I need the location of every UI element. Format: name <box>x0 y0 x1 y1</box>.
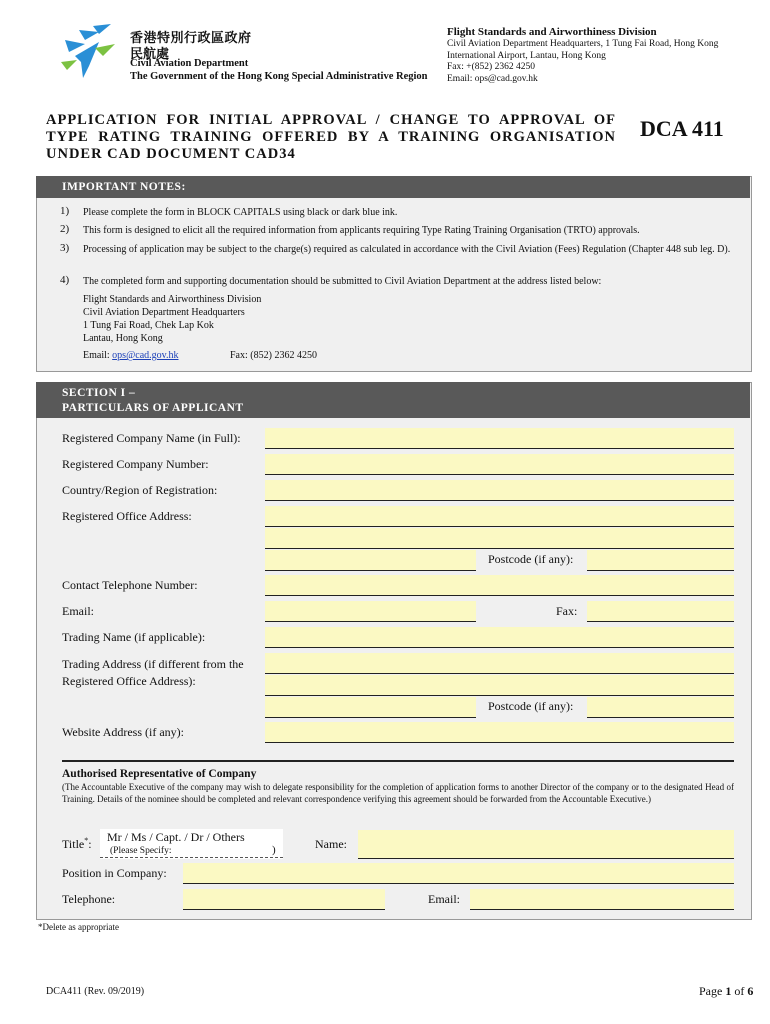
title-select[interactable] <box>100 829 283 859</box>
address-line: Lantau, Hong Kong <box>83 333 163 344</box>
title-options: Mr / Ms / Capt. / Dr / Others <box>107 830 245 844</box>
rep-telephone-field[interactable] <box>183 889 385 910</box>
address-line: Civil Aviation Department Headquarters <box>83 307 245 318</box>
page-current: 1 <box>725 984 732 998</box>
section1-heading: SECTION I – <box>62 387 136 399</box>
note-text: Processing of application may be subject to the charge(s) required as calculated in accordance with the Civil Aviation (Fees) Regulation (Chapter 448 sub leg. D). <box>83 244 731 255</box>
note-number: 3) <box>60 242 70 254</box>
division-name: Flight Standards and Airworthiness Division <box>447 26 657 38</box>
name-field[interactable] <box>358 830 734 859</box>
office-address-label: Registered Office Address: <box>62 509 192 523</box>
dept-block <box>130 58 430 83</box>
important-notes-heading: IMPORTANT NOTES: <box>62 181 186 193</box>
website-field[interactable] <box>265 722 734 743</box>
email-link[interactable]: ops@cad.gov.hk <box>112 350 179 361</box>
email-field[interactable] <box>265 601 476 622</box>
division-fax: Fax: +(852) 2362 4250 <box>447 62 535 72</box>
rep-email-label: Email: <box>428 892 460 906</box>
telephone-field[interactable] <box>265 575 734 596</box>
dept-name-en: Civil Aviation Department <box>130 58 249 69</box>
company-name-field[interactable] <box>265 428 734 449</box>
division-address-block <box>447 39 727 85</box>
close-paren: ) <box>272 844 276 856</box>
trading-name-label: Trading Name (if applicable): <box>62 630 206 644</box>
section1-subheading: PARTICULARS OF APPLICANT <box>62 402 244 414</box>
form-code: DCA 411 <box>640 116 724 141</box>
note-number: 4) <box>60 274 70 286</box>
address-line: Flight Standards and Airworthiness Division <box>83 294 262 305</box>
trading-name-field[interactable] <box>265 627 734 648</box>
specify-line <box>100 857 283 858</box>
country-field[interactable] <box>265 480 734 501</box>
email-label: Email: <box>62 604 94 618</box>
submission-address <box>83 293 261 345</box>
trading-address-line3[interactable] <box>265 697 476 718</box>
office-address-line3[interactable] <box>265 550 476 571</box>
division-email: Email: ops@cad.gov.hk <box>447 73 538 84</box>
note-number: 2) <box>60 223 70 235</box>
cad-logo <box>55 22 125 82</box>
office-address-line1[interactable] <box>265 506 734 527</box>
please-specify-label: (Please Specify: <box>110 846 172 856</box>
email-label: Email: <box>83 350 110 361</box>
section1-header <box>36 382 750 418</box>
trading-address-label: Trading Address (if different from the <box>62 657 244 671</box>
gov-name-en: The Government of the Hong Kong Special Administrative Region <box>130 70 428 82</box>
dept-name-cn: 民航處 <box>130 47 170 62</box>
title-asterisk: * <box>84 836 89 845</box>
page-of: of <box>731 984 748 998</box>
rep-telephone-label: Telephone: <box>62 892 116 906</box>
company-number-field[interactable] <box>265 454 734 475</box>
trading-address-line2[interactable] <box>265 675 734 696</box>
company-number-label: Registered Company Number: <box>62 457 209 471</box>
telephone-label: Contact Telephone Number: <box>62 578 198 592</box>
footnote: *Delete as appropriate <box>38 922 119 932</box>
section-divider <box>62 760 734 762</box>
website-label: Website Address (if any): <box>62 725 185 739</box>
country-label: Country/Region of Registration: <box>62 483 218 497</box>
page-prefix: Page <box>699 984 726 998</box>
submission-contact <box>83 349 179 362</box>
note-text: The completed form and supporting documentation should be submitted to Civil Aviation Department at the address listed below: <box>83 276 602 287</box>
submission-fax: Fax: (852) 2362 4250 <box>230 350 317 361</box>
authorised-heading: Authorised Representative of Company <box>62 768 257 780</box>
page-total: 6 <box>747 984 754 998</box>
rep-email-field[interactable] <box>470 889 734 910</box>
position-field[interactable] <box>183 863 734 884</box>
division-address: Civil Aviation Department Headquarters, 1 Tung Fai Road, Hong Kong International Airport, Lantau, Hong Kong <box>447 39 719 61</box>
trading-address-line1[interactable] <box>265 653 734 674</box>
form-title: APPLICATION FOR INITIAL APPROVAL / CHANGE TO APPROVAL OF TYPE RATING TRAINING OFFERED BY A TRAINING ORGANISATION UNDER CAD DOCUMENT CAD34 <box>46 112 616 162</box>
note-text: Please complete the form in BLOCK CAPITALS using black or dark blue ink. <box>83 207 398 218</box>
address-line: 1 Tung Fai Road, Chek Lap Kok <box>83 320 214 331</box>
title-label-text: Title <box>62 837 85 851</box>
name-label: Name: <box>315 837 347 851</box>
company-name-label: Registered Company Name (in Full): <box>62 431 241 445</box>
page-number <box>699 984 753 999</box>
gov-name-cn: 香港特別行政區政府 <box>130 31 252 46</box>
important-notes-header <box>36 176 750 198</box>
postcode-field[interactable] <box>587 550 734 571</box>
authorised-note: (The Accountable Executive of the company may wish to delegate responsibility for the completion of application forms to another Director of the company or to the designated Head of Training. Details of the nominee should be completed and relevant correspondence verifying this agreement should be forwarded from the Accountable Executive.) <box>62 782 734 804</box>
title-colon: : <box>88 837 92 851</box>
office-address-line2[interactable] <box>265 528 734 549</box>
revision-label: DCA411 (Rev. 09/2019) <box>46 986 145 997</box>
position-label: Position in Company: <box>62 866 167 880</box>
note-text: This form is designed to elicit all the required information from applicants requiring Type Rating Training Organisation (TRTO) approvals. <box>83 225 640 236</box>
postcode-field-2[interactable] <box>587 697 734 718</box>
postcode-label: Postcode (if any): <box>488 552 574 566</box>
trading-address-label-2: Registered Office Address): <box>62 674 196 688</box>
title-label <box>62 836 92 852</box>
postcode-label-2: Postcode (if any): <box>488 699 574 713</box>
note-number: 1) <box>60 205 70 217</box>
fax-field[interactable] <box>587 601 734 622</box>
fax-label: Fax: <box>556 604 578 618</box>
